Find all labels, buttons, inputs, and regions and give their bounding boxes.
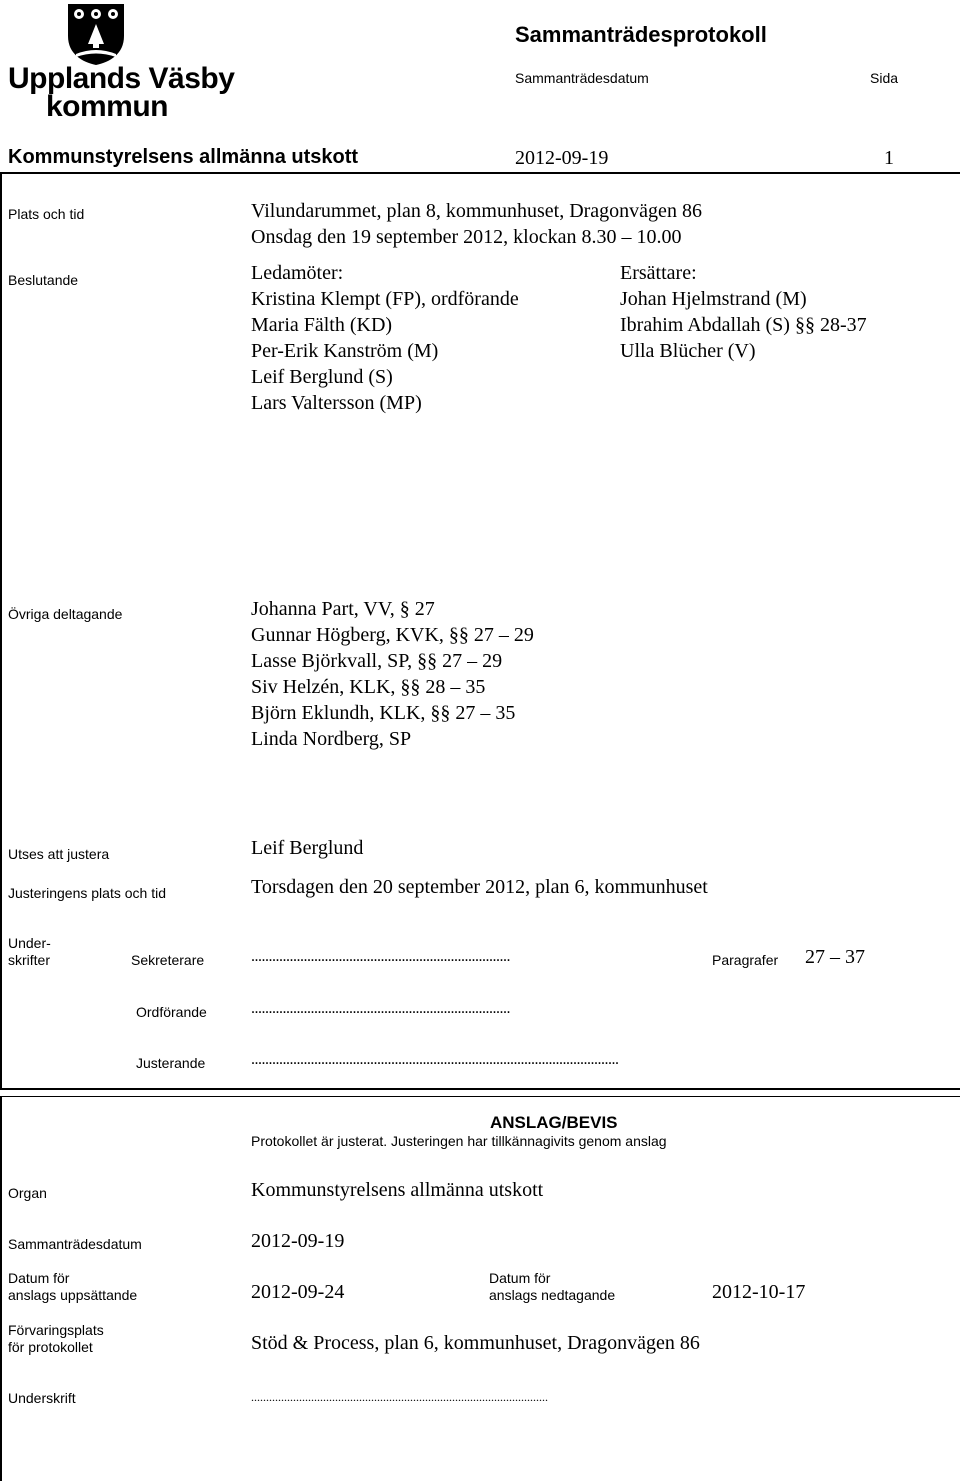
organ-label: Organ: [8, 1185, 47, 1201]
municipality-logo: [8, 0, 235, 125]
logo-text-sub: kommun: [46, 90, 169, 123]
posted-date-label-line2: anslags uppsättande: [8, 1287, 138, 1303]
page-label: Sida: [870, 70, 899, 86]
storage-label-line2: för protokollet: [8, 1339, 93, 1355]
participant-item: Johanna Part, VV, § 27: [251, 598, 435, 620]
members-list: [251, 260, 519, 416]
chair-label: Ordförande: [136, 1004, 207, 1020]
participant-item: Björn Eklundh, KLK, §§ 27 – 35: [251, 702, 516, 724]
document-title: Sammanträdesprotokoll: [515, 22, 767, 47]
notice-title: ANSLAG/BEVIS: [490, 1113, 618, 1132]
participant-item: Linda Nordberg, SP: [251, 728, 412, 750]
member-item: Leif Berglund (S): [251, 366, 393, 388]
chair-signature-line: ..........................................................................: [251, 1000, 510, 1017]
place-time-label: Plats och tid: [8, 206, 85, 222]
secretary-label: Sekreterare: [131, 952, 205, 968]
substitute-item: Johan Hjelmstrand (M): [620, 288, 807, 310]
storage-label: Förvaringsplats: [8, 1322, 104, 1338]
removed-date: 2012-10-17: [712, 1281, 806, 1303]
paragraphs-label: Paragrafer: [712, 952, 779, 968]
participant-item: Siv Helzén, KLK, §§ 28 – 35: [251, 676, 486, 698]
header-divider: [0, 172, 960, 174]
adjust-place-time: Torsdagen den 20 september 2012, plan 6, kommunhuset: [251, 876, 708, 898]
posted-date: 2012-09-24: [251, 1281, 345, 1303]
removed-date-label: Datum för: [489, 1270, 551, 1286]
committee-name: Kommunstyrelsens allmänna utskott: [8, 146, 359, 168]
meeting-date: 2012-09-19: [515, 147, 609, 169]
signatures-label-line2: skrifter: [8, 952, 50, 968]
member-item: Kristina Klempt (FP), ordförande: [251, 288, 519, 310]
member-item: Per-Erik Kanström (M): [251, 340, 439, 362]
page-number: 1: [884, 147, 894, 169]
member-item: Lars Valtersson (MP): [251, 392, 422, 414]
substitutes-heading: Ersättare:: [620, 262, 697, 284]
notice-signature-label: Underskrift: [8, 1390, 76, 1406]
meeting-time: Onsdag den 19 september 2012, klockan 8.30 – 10.00: [251, 226, 682, 248]
storage-place: Stöd & Process, plan 6, kommunhuset, Dragonvägen 86: [251, 1332, 700, 1354]
participant-item: Gunnar Högberg, KVK, §§ 27 – 29: [251, 624, 534, 646]
adjuster-appointed: Leif Berglund: [251, 837, 364, 859]
adjust-place-time-label: Justeringens plats och tid: [8, 885, 166, 901]
signatures-label: Under-: [8, 935, 51, 951]
members-heading: Ledamöter:: [251, 262, 344, 284]
logo-text: Upplands Väsby: [8, 62, 235, 95]
adjuster-signature-line: .........................................................................................................: [251, 1051, 619, 1068]
substitute-item: Ulla Blücher (V): [620, 340, 756, 362]
notice-meeting-date: 2012-09-19: [251, 1230, 345, 1252]
substitute-item: Ibrahim Abdallah (S) §§ 28-37: [620, 314, 867, 336]
posted-date-label: Datum för: [8, 1270, 70, 1286]
substitutes-list: [620, 260, 867, 364]
participant-item: Lasse Björkvall, SP, §§ 27 – 29: [251, 650, 503, 672]
notice-signature-line: ...................................................................................................: [251, 1390, 548, 1404]
left-border-top: [0, 172, 2, 1090]
others-list: [251, 596, 534, 752]
secretary-signature-line: ..........................................................................: [251, 948, 510, 965]
removed-date-label-line2: anslags nedtagande: [489, 1287, 616, 1303]
paragraphs-range: 27 – 37: [805, 946, 865, 968]
member-item: Maria Fälth (KD): [251, 314, 393, 336]
notice-divider-top: [0, 1088, 960, 1090]
left-border-bottom: [0, 1096, 2, 1481]
adjuster-label: Justerande: [136, 1055, 206, 1071]
adjuster-appointed-label: Utses att justera: [8, 846, 110, 862]
notice-meeting-date-label: Sammanträdesdatum: [8, 1236, 142, 1252]
coat-of-arms-icon: [66, 2, 126, 66]
meeting-date-label: Sammanträdesdatum: [515, 70, 649, 86]
organ-value: Kommunstyrelsens allmänna utskott: [251, 1179, 544, 1201]
meeting-place: Vilundarummet, plan 8, kommunhuset, Dragonvägen 86: [251, 200, 702, 222]
notice-subtitle: Protokollet är justerat. Justeringen har tillkännagivits genom anslag: [251, 1133, 667, 1149]
notice-divider-inner: [0, 1096, 960, 1097]
deciding-label: Beslutande: [8, 272, 79, 288]
others-label: Övriga deltagande: [8, 606, 123, 622]
